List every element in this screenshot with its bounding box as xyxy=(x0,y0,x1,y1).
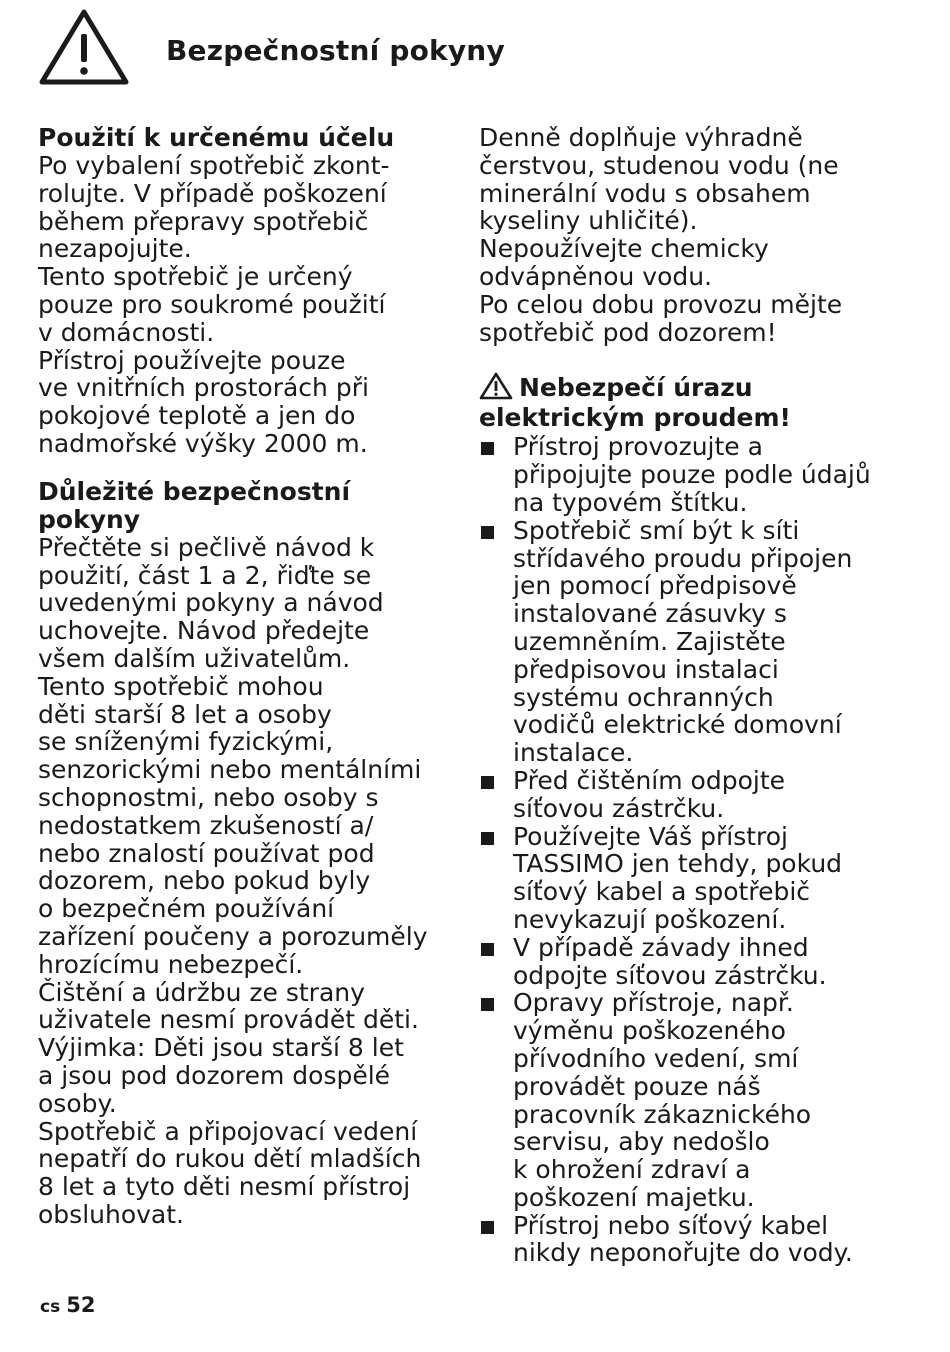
warning-triangle-icon xyxy=(38,8,130,86)
page-header xyxy=(38,8,918,88)
section-text-safety: Přečtěte si pečlivě návod k použití, část 1 a 2, řiďte se uvedenými pokyny a návod uchovejte. Návod předejte všem dalším uživatelům. Tento spotřebič mohou děti starší 8 let a osoby se sníženými fyzickými, senzorickými nebo mentálními schopnostmi, nebo osoby s nedostatkem zkušeností a/ nebo znalostí používat pod dozorem, nebo pokud byly o bezpečném používání zařízení poučeny a porozuměly hrozícímu nebezpečí. Čištění a údržbu ze strany uživatele nesmí provádět děti. Výjimka: Děti jsou starší 8 let a jsou pod dozorem dospělé osoby. Spotřebič a připojovací vedení nepatří do rukou dětí mladších 8 let a tyto děti nesmí přístroj obsluhovat. xyxy=(38,532,428,1229)
bullet-square-icon xyxy=(481,943,494,956)
bullet-square-icon xyxy=(481,998,494,1011)
danger-heading-line1: Nebezpečí úrazu xyxy=(519,373,753,403)
left-column xyxy=(38,124,458,1229)
bullet-square-icon xyxy=(481,1221,494,1234)
list-item: Používejte Váš přístroj TASSIMO jen tehdy, pokud síťový kabel a spotřebič nevykazují poškození. xyxy=(479,823,909,934)
list-item: Přístroj nebo síťový kabel nikdy neponořujte do vody. xyxy=(479,1212,909,1268)
bullet-square-icon xyxy=(481,776,494,789)
right-column xyxy=(479,124,909,1267)
page-title: Bezpečnostní pokyny xyxy=(166,34,505,67)
language-code: cs xyxy=(40,1297,61,1317)
safety-bullet-list xyxy=(479,433,909,1267)
list-item: Opravy přístroje, např. výměnu poškozeného přívodního vedení, smí provádět pouze náš pracovník zákaznického servisu, aby nedošlo k ohrožení zdraví a poškození majetku. xyxy=(479,989,909,1211)
list-item: Spotřebič smí být k síti střídavého proudu připojen jen pomocí předpisově instalované zásuvky s uzemněním. Zajistěte předpisovou instalaci systému ochranných vodičů elektrické domovní instalace. xyxy=(479,517,909,767)
danger-heading-line2: elektrickým proudem! xyxy=(479,403,791,433)
section-text-intended-use: Po vybalení spotřebič zkont- rolujte. V případě poškození během přepravy spotřebič nezapojujte. Tento spotřebič je určený pouze pro soukromé použití v domácnosti. Přístroj používejte pouze ve vnitřních prostorách při pokojové teplotě a jen do nadmořské výšky 2000 m. xyxy=(38,151,390,458)
list-item: Před čištěním odpojte síťovou zástrčku. xyxy=(479,767,909,823)
section-heading-intended-use: Použití k určenému účelu xyxy=(38,123,395,152)
bullet-square-icon xyxy=(481,442,494,455)
danger-heading xyxy=(479,372,909,433)
bullet-square-icon xyxy=(481,526,494,539)
water-instructions: Denně doplňuje výhradně čerstvou, studenou vodu (ne minerální vodu s obsahem kyseliny uhličité). Nepoužívejte chemicky odvápněnou vodu. Po celou dobu provozu mějte spotřebič pod dozorem! xyxy=(479,123,843,347)
list-item: V případě závady ihned odpojte síťovou zástrčku. xyxy=(479,934,909,990)
page-number: 52 xyxy=(66,1293,96,1317)
section-heading-safety: Důležité bezpečnostní pokyny xyxy=(38,476,351,534)
page-footer xyxy=(40,1293,95,1317)
warning-triangle-icon xyxy=(479,372,513,400)
bullet-square-icon xyxy=(481,832,494,845)
list-item: Přístroj provozujte a připojujte pouze podle údajů na typovém štítku. xyxy=(479,433,909,516)
